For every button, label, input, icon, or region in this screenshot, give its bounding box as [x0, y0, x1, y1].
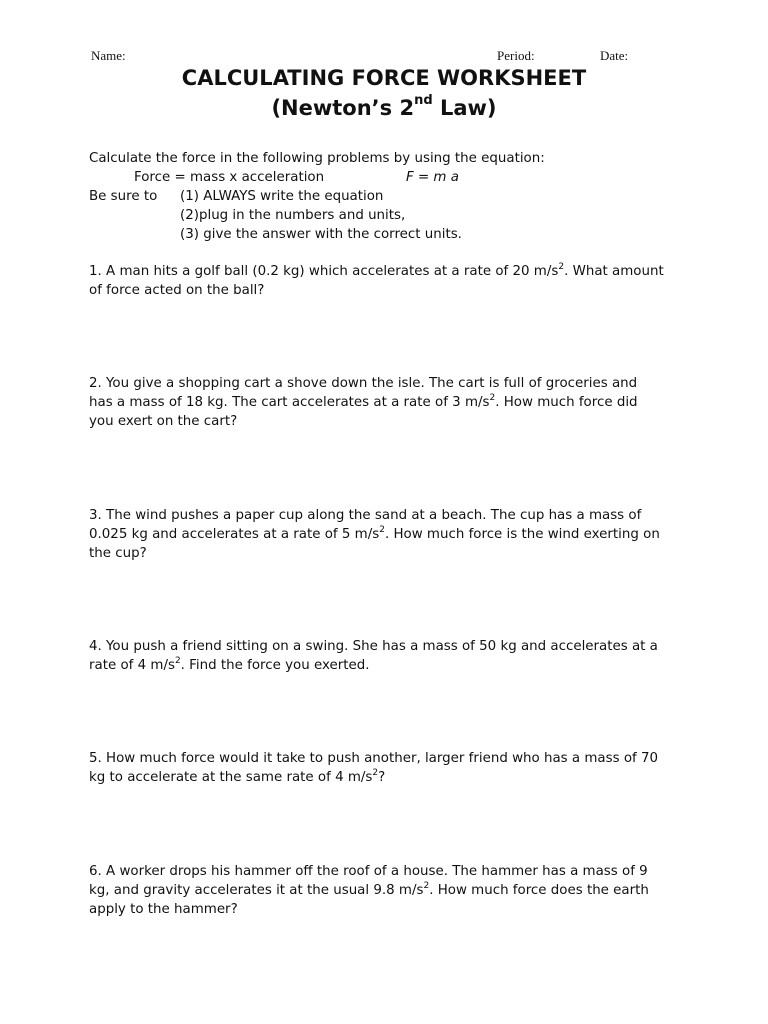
instruction-step-2: (2)plug in the numbers and units,	[180, 208, 406, 223]
problem-line	[89, 412, 679, 431]
problem-text: apply to the hammer?	[89, 902, 238, 917]
exponent-superscript: 2	[423, 880, 430, 891]
period-label: Period:	[497, 48, 535, 63]
problem-line	[89, 900, 679, 919]
exponent-superscript: 2	[558, 261, 565, 272]
problem-line	[89, 525, 679, 544]
problem-text: . How much force does the earth	[429, 883, 649, 898]
problem-4	[89, 637, 679, 675]
exponent-superscript: 2	[372, 767, 379, 778]
problem-6	[89, 862, 679, 919]
be-sure-label: Be sure to	[89, 189, 158, 204]
problem-line	[89, 262, 679, 281]
problem-2	[89, 374, 679, 431]
exponent-superscript: 2	[174, 655, 181, 666]
worksheet-subtitle	[0, 93, 768, 120]
problem-line	[89, 768, 679, 787]
problem-text: 2. You give a shopping cart a shove down the isle. The cart is full of groceries and	[89, 376, 638, 391]
equation-words: Force = mass x acceleration	[134, 170, 325, 185]
problem-line	[89, 881, 679, 900]
instructions-intro: Calculate the force in the following problems by using the equation:	[89, 151, 545, 166]
problem-text: you exert on the cart?	[89, 414, 238, 429]
problem-text: kg to accelerate at the same rate of 4 m/s	[89, 770, 373, 785]
subtitle-prefix: (Newton’s 2	[271, 96, 415, 120]
problem-text: rate of 4 m/s	[89, 658, 175, 673]
problem-text: . How much force did	[495, 395, 638, 410]
instruction-step-3: (3) give the answer with the correct units.	[180, 227, 462, 242]
equation-symbols: F = m a	[406, 170, 459, 185]
exponent-superscript: 2	[379, 524, 385, 535]
problem-3	[89, 506, 679, 563]
problem-line	[89, 656, 679, 675]
problem-text: the cup?	[89, 546, 147, 561]
problem-1	[89, 262, 679, 300]
date-label: Date:	[600, 48, 629, 63]
problem-line	[89, 281, 679, 300]
problem-line	[89, 749, 679, 768]
worksheet-title: CALCULATING FORCE WORKSHEET	[181, 66, 587, 90]
problem-text: . Find the force you exerted.	[180, 658, 370, 673]
subtitle-superscript: nd	[414, 93, 433, 108]
problem-line	[89, 506, 679, 525]
subtitle-suffix: Law)	[432, 96, 497, 120]
problem-line	[89, 544, 679, 563]
problem-text: 3. The wind pushes a paper cup along the sand at a beach. The cup has a mass of	[89, 508, 642, 523]
problem-text: 5. How much force would it take to push another, larger friend who has a mass of 70	[89, 751, 659, 766]
problem-text: kg, and gravity accelerates it at the usual 9.8 m/s	[89, 883, 424, 898]
problem-line	[89, 374, 679, 393]
problem-text: 0.025 kg and accelerates at a rate of 5 m/s	[89, 527, 380, 542]
exponent-superscript: 2	[489, 392, 496, 403]
instruction-step-1: (1) ALWAYS write the equation	[180, 189, 384, 204]
name-label: Name:	[91, 48, 126, 63]
problem-line	[89, 393, 679, 412]
problem-text: 1. A man hits a golf ball (0.2 kg) which accelerates at a rate of 20 m/s	[89, 264, 559, 279]
problem-text: 6. A worker drops his hammer off the roof of a house. The hammer has a mass of 9	[89, 864, 648, 879]
problem-line	[89, 637, 679, 656]
problem-text: ?	[378, 770, 386, 785]
problem-5	[89, 749, 679, 787]
problem-text: has a mass of 18 kg. The cart accelerates at a rate of 3 m/s	[89, 395, 490, 410]
problem-text: 4. You push a friend sitting on a swing. She has a mass of 50 kg and accelerates at a	[89, 639, 658, 654]
problem-text: . What amount	[564, 264, 664, 279]
problem-text: of force acted on the ball?	[89, 283, 265, 298]
problem-line	[89, 862, 679, 881]
problem-text: . How much force is the wind exerting on	[384, 527, 660, 542]
